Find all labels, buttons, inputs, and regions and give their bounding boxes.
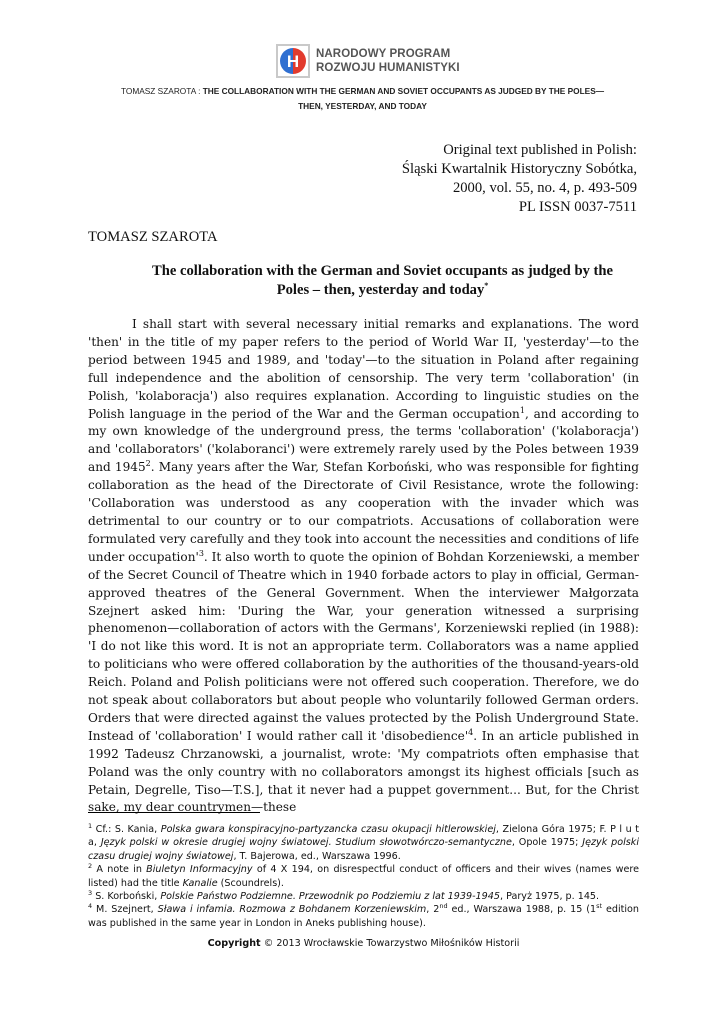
footnote-italic: Język polski czasu drugiej wojny światowej <box>88 837 639 862</box>
footnote-2 <box>88 863 639 890</box>
footnote-num: 1 <box>88 821 93 830</box>
footnote-italic: Biuletyn Informacyjny <box>146 864 253 876</box>
author-name: TOMASZ SZAROTA <box>88 229 218 245</box>
footnote-text: , Opole 1975; <box>511 837 583 849</box>
logo-line-1: NARODOWY PROGRAM <box>316 48 451 60</box>
footnote-num: 4 <box>88 902 93 911</box>
running-head-title-2: THEN, YESTERDAY, AND TODAY <box>298 101 427 111</box>
logo <box>276 44 460 78</box>
footnote-text: A note in <box>92 864 147 876</box>
footnote-num: 3 <box>88 888 93 897</box>
logo-line-2: ROZWOJU HUMANISTYKI <box>316 62 460 74</box>
footnote-italic: Kanalie <box>182 877 218 889</box>
footnote-text: ed., Warszawa 1988, p. 15 (1 <box>447 904 597 916</box>
footnote-text: M. Szejnert, <box>92 904 158 916</box>
body-seg-3: . Many years after the War, Stefan Korboński, who was responsible for fighting collaboration as the head of the Directorate of Civil Resistance, wrote the following: 'Collaboration was understood as any cooperation with the invader which was detrimental to our country or to our compatriots. Accusations of collaboration were formulated very carefully and they took into account the necessities and conditions of life under occupation' <box>88 460 639 564</box>
footnote-italic: Polskie Państwo Podziemne. Przewodnik po Podziemiu z lat 1939-1945 <box>160 891 500 903</box>
publication-info <box>402 141 637 217</box>
footnote-text: , Zielona Góra 1975; F. P l u t a, <box>88 824 639 849</box>
footnote-text: S. Korboński, <box>92 891 161 903</box>
footnote-4 <box>88 903 639 930</box>
title-line-1: The collaboration with the German and Soviet occupants as judged by the <box>152 263 613 279</box>
body-seg-4: . It also worth to quote the opinion of Bohdan Korzeniewski, a member of the Secret Council of Theatre which in 1940 forbade actors to play in official, German-approved theatres of the General Government. When the interviewer Małgorzata Szejnert asked him: 'During the War, your generation witnessed a surprising phenomenon—collaboration of actors with the Germans', Korzeniewski replied (in 1988): 'I do not like this word. It is not an appropriate term. Collaborators was a name applied to politicians who were offered collaboration by the authorities of the thousand-years-old Reich. Poland and Polish politicians were not offered such cooperation. Therefore, we do not speak about collaborators but about people who voluntarily followed German orders. Orders that were directed against the values protected by the Polish Underground State. Instead of 'collaboration' I would rather call it 'disobedience' <box>88 549 639 743</box>
footnote-ref-4[interactable]: 4 <box>468 727 474 737</box>
footnote-num: 2 <box>88 862 93 871</box>
footnote-3 <box>88 890 639 903</box>
publication-line-4: PL ISSN 0037-7511 <box>518 199 637 215</box>
footnote-text: edition was published in the same year in London in Aneks publishing house). <box>88 904 639 929</box>
footnote-superscript: nd <box>439 902 448 911</box>
footnote-ref-3[interactable]: 3 <box>198 548 204 558</box>
footnote-divider <box>88 812 260 813</box>
running-head-line-2 <box>60 99 665 114</box>
body-seg-5: . In an article published in 1992 Tadeusz Chrzanowski, a journalist, wrote: 'My compatriots often emphasise that Poland was the only country with no collaborators amongst its highest officials [such as Petain, Degrelle, Tiso—T.S.], that it never had a puppet government... But, for the Christ sake, my dear countrymen—these <box>88 728 639 815</box>
copyright-line <box>88 938 639 949</box>
copyright-text: © 2013 Wrocławskie Towarzystwo Miłośników Historii <box>260 938 520 949</box>
footnote-text: Cf.: S. Kania, <box>92 824 161 835</box>
footnote-text: , Paryż 1975, p. 145. <box>499 891 600 903</box>
publication-line-1: Original text published in Polish: <box>443 142 637 158</box>
body-seg-1: I shall start with several necessary initial remarks and explanations. The word 'then' in the title of my paper refers to the period of World War II, 'yesterday'—to the period between 1945 and 1989, and 'today'—to the situation in Poland after regaining full independence and the abolition of censorship. The very term 'collaboration' (in Polish, 'kolaboracja') also requires explanation. According to linguistic studies on the Polish language in the period of the War and the German occupation <box>88 317 639 421</box>
footnote-ref-2[interactable]: 2 <box>145 459 151 469</box>
running-head-line-1 <box>60 84 665 99</box>
footnote-italic: Sława i infamia. Rozmowa z Bohdanem Korzeniewskim <box>157 904 427 916</box>
footnote-1 <box>88 823 639 863</box>
logo-text <box>316 47 460 75</box>
publication-line-2: Śląski Kwartalnik Historyczny Sobótka, <box>401 161 637 177</box>
title-line-2-text: Poles – then, yesterday and today <box>276 282 485 298</box>
footnote-text: of 4 X 194, on disrespectful conduct of officers and their wives (names were listed) had the title <box>88 864 639 889</box>
logo-mark-letter: H <box>286 52 300 71</box>
article-title <box>115 262 650 300</box>
footnotes <box>88 823 639 930</box>
running-head-author: TOMASZ SZAROTA : <box>120 86 203 96</box>
footnote-text: , 2 <box>426 904 440 916</box>
body-paragraph <box>88 316 639 817</box>
footnote-ref-1[interactable]: 1 <box>519 405 525 415</box>
footnote-text: , T. Bajerowa, ed., Warszawa 1996. <box>233 850 401 862</box>
body-seg-2: , and according to my own knowledge of the underground press, the terms 'collaboration' ('kolaboracja') and 'collaborators' ('kolaboranci') were extremely rarely used by the Poles between 1939 and 1945 <box>88 406 640 475</box>
footnote-italic: Polska gwara konspiracyjno-partyzancka czasu okupacji hitlerowskiej <box>160 824 496 835</box>
title-line-2 <box>115 281 650 300</box>
copyright-label: Copyright <box>207 938 261 949</box>
title-footnote-marker: * <box>484 281 489 291</box>
footnote-italic: Język polski w okresie drugiej wojny światowej. Studium słowotwórczo-semantyczne <box>100 837 512 849</box>
running-head <box>60 84 665 114</box>
running-head-title-1: THE COLLABORATION WITH THE GERMAN AND SOVIET OCCUPANTS AS JUDGED BY THE POLES— <box>202 86 605 96</box>
nprh-logo-icon <box>276 44 310 78</box>
footnote-superscript: st <box>596 902 603 911</box>
footnote-text: (Scoundrels). <box>217 877 284 889</box>
publication-line-3: 2000, vol. 55, no. 4, p. 493-509 <box>452 180 637 196</box>
